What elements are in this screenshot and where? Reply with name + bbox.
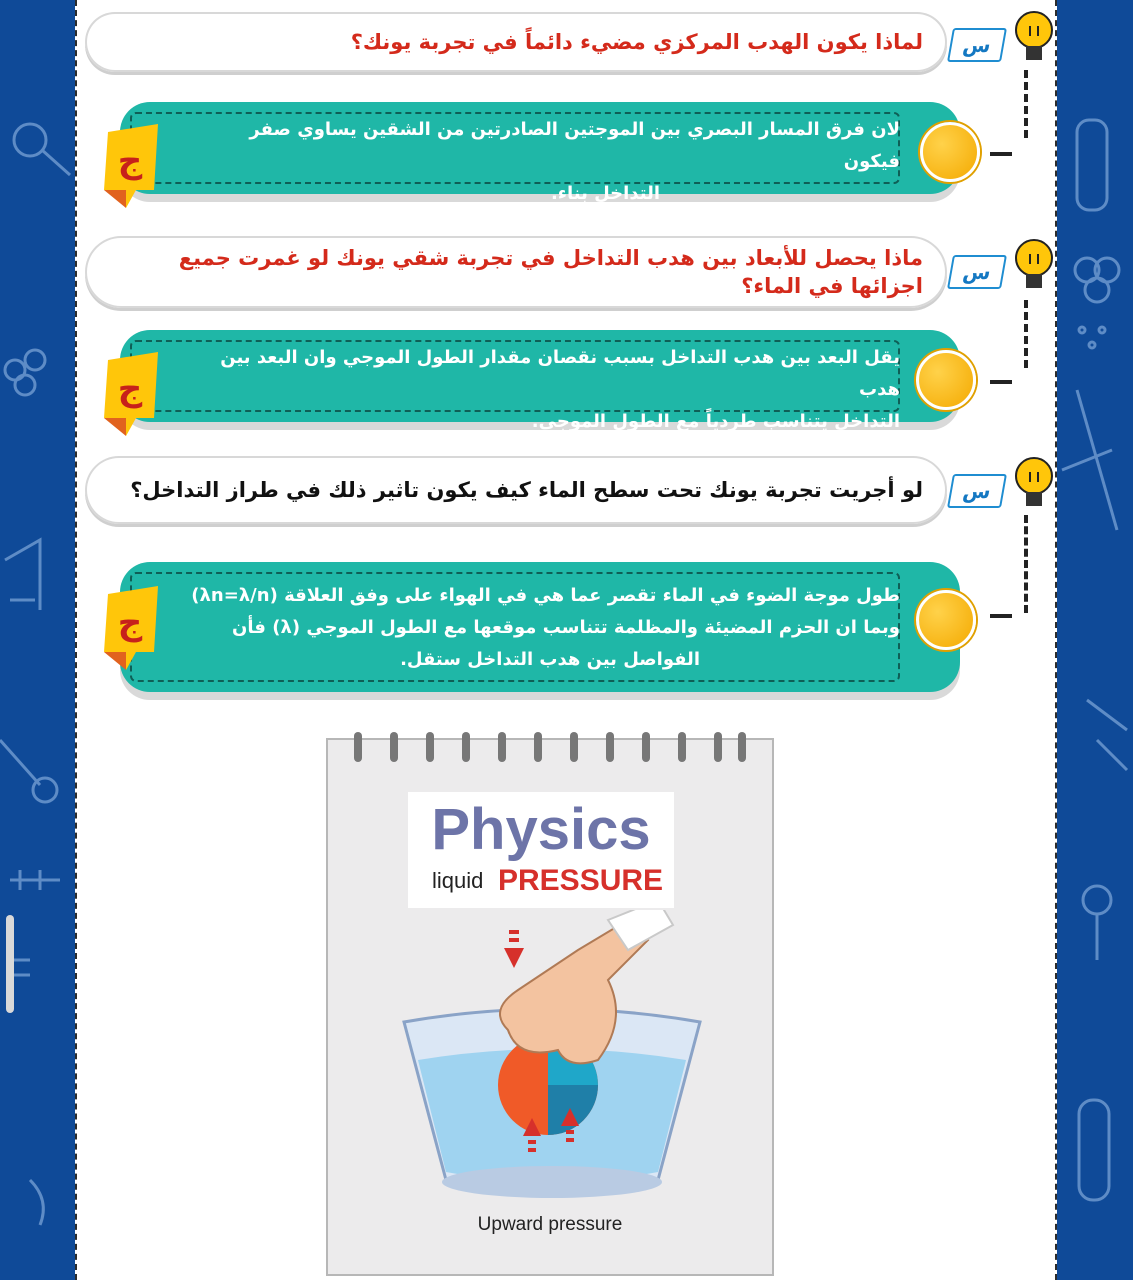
- illustration-subtitle-prefix: liquid: [432, 868, 484, 893]
- lightbulb-icon: [1012, 236, 1056, 296]
- liquid-pressure-illustration: [326, 738, 774, 1276]
- binder-ring: [678, 732, 686, 762]
- question-text: [125, 244, 923, 300]
- binder-ring: [606, 732, 614, 762]
- answer-label-badge: [96, 348, 166, 438]
- answer-label: ج: [117, 603, 143, 643]
- answer-label-badge: [96, 120, 166, 210]
- binder-ring: [390, 732, 398, 762]
- question-line: اجزائها في الماء؟: [741, 274, 923, 298]
- scrollbar[interactable]: [6, 915, 14, 1013]
- answer-bullet-icon: [920, 122, 980, 182]
- answer-card: [117, 102, 960, 204]
- answer-line: لان فرق المسار البصري بين الموجتين الصادرتين من الشقين يساوي صفر فيكون: [249, 119, 900, 172]
- binder-ring: [426, 732, 434, 762]
- binder-ring: [534, 732, 542, 762]
- answer-line: الفواصل بين هدب التداخل ستقل.: [400, 649, 700, 670]
- answer-line: يقل البعد بين هدب التداخل بسبب نقصان مقدار الطول الموجي وان البعد بين هدب: [220, 347, 900, 400]
- connector-line: [1024, 515, 1028, 613]
- question-label: س: [947, 28, 1007, 62]
- lightbulb-icon: [1012, 8, 1056, 68]
- illustration-caption: Upward pressure: [477, 1214, 623, 1235]
- binder-ring: [570, 732, 578, 762]
- binder-ring: [462, 732, 470, 762]
- question-line: ماذا يحصل للأبعاد بين هدب التداخل في تجربة شقي يونك لو غمرت جميع: [178, 246, 923, 270]
- answer-line: التداخل بناء.: [550, 183, 660, 204]
- answer-label-badge: [96, 582, 166, 672]
- binder-ring: [642, 732, 650, 762]
- answer-label: ج: [117, 369, 143, 409]
- connector-tick: [990, 380, 1012, 384]
- answer-card: [117, 330, 960, 432]
- question-card: [85, 456, 947, 524]
- answer-text: [190, 342, 900, 438]
- answer-line: وبما ان الحزم المضيئة والمظلمة تتناسب موقعها مع الطول الموجي (λ) فأن: [232, 617, 900, 638]
- question-text: لو أجريت تجربة يونك تحت سطح الماء كيف يكون تاثير ذلك في طراز التداخل؟: [130, 478, 923, 502]
- answer-line: التداخل يتناسب طردياً مع الطول الموجي.: [531, 411, 900, 432]
- answer-line: طول موجة الضوء في الماء تقصر عما هي في الهواء على وفق العلاقة (λn=λ/n): [191, 585, 900, 606]
- question-text: لماذا يكون الهدب المركزي مضيء دائماً في تجربة يونك؟: [350, 30, 923, 54]
- connector-line: [1024, 300, 1028, 368]
- answer-bullet-icon: [916, 350, 976, 410]
- illustration-title-card: [408, 792, 674, 908]
- answer-card: [117, 562, 960, 692]
- left-decorative-panel: [0, 0, 75, 1280]
- connector-tick: [990, 152, 1012, 156]
- right-decorative-panel: [1057, 0, 1133, 1280]
- illustration-subtitle-main: PRESSURE: [498, 864, 664, 897]
- binder-ring: [498, 732, 506, 762]
- illustration-title: Physics: [431, 797, 651, 862]
- lightbulb-icon: [1012, 454, 1056, 514]
- connector-line: [1024, 70, 1028, 138]
- chemistry-doodle-icon: [0, 0, 75, 1280]
- answer-text: [190, 114, 900, 210]
- binder-ring: [738, 732, 746, 762]
- glass-bowl-icon: [328, 910, 776, 1210]
- question-card: [85, 236, 947, 308]
- answer-bullet-icon: [916, 590, 976, 650]
- question-card: [85, 12, 947, 72]
- question-label: س: [947, 255, 1007, 289]
- binder-ring: [354, 732, 362, 762]
- connector-tick: [990, 614, 1012, 618]
- binder-ring: [714, 732, 722, 762]
- answer-text: [190, 580, 900, 676]
- question-label: س: [947, 474, 1007, 508]
- lab-equipment-doodle-icon: [1057, 0, 1133, 1280]
- answer-label: ج: [117, 141, 143, 181]
